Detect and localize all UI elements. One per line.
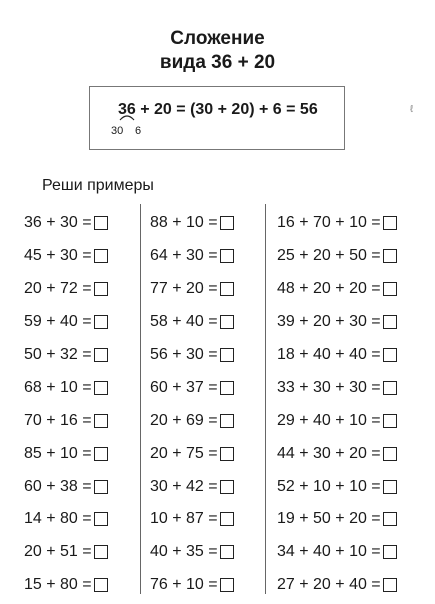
problem-expression: 30 + 42 = xyxy=(150,477,218,495)
problem-expression: 52 + 10 + 10 = xyxy=(277,477,381,495)
answer-box[interactable] xyxy=(220,545,234,559)
answer-box[interactable] xyxy=(383,447,397,461)
problem-expression: 48 + 20 + 20 = xyxy=(277,280,381,298)
answer-box[interactable] xyxy=(383,381,397,395)
problem-expression: 44 + 30 + 20 = xyxy=(277,444,381,462)
problem-row xyxy=(24,470,108,503)
answer-box[interactable] xyxy=(94,578,108,592)
problem-row xyxy=(277,240,397,273)
instruction-text: Реши примеры xyxy=(42,177,154,194)
answer-box[interactable] xyxy=(220,348,234,362)
problem-row xyxy=(24,207,108,240)
problem-row xyxy=(150,536,234,569)
problem-expression: 20 + 51 = xyxy=(24,543,92,561)
problem-row xyxy=(24,536,108,569)
decomposition-arc-icon xyxy=(90,87,346,151)
problem-expression: 34 + 40 + 10 = xyxy=(277,543,381,561)
answer-box[interactable] xyxy=(383,414,397,428)
problem-expression: 58 + 40 = xyxy=(150,313,218,331)
problem-expression: 45 + 30 = xyxy=(24,247,92,265)
worksheet-title: Сложение xyxy=(170,28,265,49)
answer-box[interactable] xyxy=(220,249,234,263)
problem-row xyxy=(24,503,108,536)
answer-box[interactable] xyxy=(383,480,397,494)
problem-column-1 xyxy=(24,207,108,602)
problem-expression: 60 + 38 = xyxy=(24,477,92,495)
answer-box[interactable] xyxy=(220,447,234,461)
problem-row xyxy=(150,404,234,437)
problem-expression: 36 + 30 = xyxy=(24,214,92,232)
problem-expression: 85 + 10 = xyxy=(24,444,92,462)
problem-row xyxy=(277,273,397,306)
answer-box[interactable] xyxy=(383,315,397,329)
answer-box[interactable] xyxy=(94,282,108,296)
problem-row xyxy=(150,569,234,602)
example-split-tens: 30 xyxy=(111,125,124,137)
problem-row xyxy=(277,437,397,470)
answer-box[interactable] xyxy=(383,512,397,526)
example-split-ones: 6 xyxy=(135,125,142,137)
answer-box[interactable] xyxy=(94,249,108,263)
answer-box[interactable] xyxy=(383,578,397,592)
problem-expression: 60 + 37 = xyxy=(150,378,218,396)
problem-expression: 88 + 10 = xyxy=(150,214,218,232)
problem-row xyxy=(150,470,234,503)
answer-box[interactable] xyxy=(94,545,108,559)
problem-expression: 68 + 10 = xyxy=(24,378,92,396)
problem-row xyxy=(150,371,234,404)
problem-row xyxy=(24,240,108,273)
column-divider xyxy=(140,204,141,594)
problem-expression: 20 + 69 = xyxy=(150,411,218,429)
problem-expression: 59 + 40 = xyxy=(24,313,92,331)
answer-box[interactable] xyxy=(383,249,397,263)
problem-row xyxy=(150,306,234,339)
problem-expression: 39 + 20 + 30 = xyxy=(277,313,381,331)
problem-expression: 15 + 80 = xyxy=(24,576,92,594)
problem-expression: 18 + 40 + 40 = xyxy=(277,346,381,363)
problem-expression: 27 + 20 + 40 = xyxy=(277,576,381,594)
answer-box[interactable] xyxy=(383,348,397,362)
problem-expression: 29 + 40 + 10 = xyxy=(277,411,381,429)
problem-expression: 64 + 30 = xyxy=(150,247,218,265)
column-divider xyxy=(265,204,266,594)
problem-row xyxy=(24,371,108,404)
problem-row xyxy=(24,273,108,306)
answer-box[interactable] xyxy=(94,512,108,526)
answer-box[interactable] xyxy=(220,512,234,526)
problem-row xyxy=(24,437,108,470)
answer-box[interactable] xyxy=(383,545,397,559)
worksheet-subtitle: вида 36 + 20 xyxy=(159,52,276,73)
problem-expression: 76 + 10 = xyxy=(150,576,218,594)
problem-expression: 50 + 32 = xyxy=(24,346,92,363)
problem-expression: 33 + 30 + 30 = xyxy=(277,378,381,396)
problem-row xyxy=(277,306,397,339)
answer-box[interactable] xyxy=(220,414,234,428)
problem-row xyxy=(150,273,234,306)
example-equation: 36 + 20 = (30 + 20) + 6 = 56 xyxy=(118,101,318,118)
answer-box[interactable] xyxy=(94,447,108,461)
answer-box[interactable] xyxy=(94,414,108,428)
problem-row xyxy=(277,207,397,240)
problem-expression: 40 + 35 = xyxy=(150,543,218,561)
answer-box[interactable] xyxy=(94,216,108,230)
problem-expression: 14 + 80 = xyxy=(24,510,92,528)
problem-expression: 16 + 70 + 10 = xyxy=(277,214,381,232)
problem-row xyxy=(277,339,397,372)
problem-row xyxy=(24,306,108,339)
problem-row xyxy=(150,207,234,240)
problem-row xyxy=(277,569,397,602)
answer-box[interactable] xyxy=(220,578,234,592)
problem-row xyxy=(24,404,108,437)
answer-box[interactable] xyxy=(383,282,397,296)
problem-expression: 70 + 16 = xyxy=(24,411,92,429)
margin-mark: ℓ xyxy=(410,104,414,115)
answer-box[interactable] xyxy=(220,282,234,296)
problem-expression: 25 + 20 + 50 = xyxy=(277,247,381,265)
problem-row xyxy=(277,503,397,536)
problem-row xyxy=(150,339,234,372)
problem-expression: 20 + 75 = xyxy=(150,444,218,462)
answer-box[interactable] xyxy=(94,381,108,395)
problem-row xyxy=(24,569,108,602)
problem-row xyxy=(150,503,234,536)
problem-column-2 xyxy=(150,207,234,602)
problem-row xyxy=(277,470,397,503)
problem-expression: 56 + 30 = xyxy=(150,346,218,363)
problem-row xyxy=(277,536,397,569)
answer-box[interactable] xyxy=(220,315,234,329)
answer-box[interactable] xyxy=(220,381,234,395)
problem-row xyxy=(277,404,397,437)
problem-row xyxy=(277,371,397,404)
problem-row xyxy=(150,240,234,273)
answer-box[interactable] xyxy=(220,216,234,230)
example-box xyxy=(89,86,345,150)
problem-expression: 20 + 72 = xyxy=(24,280,92,298)
answer-box[interactable] xyxy=(94,348,108,362)
problem-expression: 10 + 87 = xyxy=(150,510,218,528)
answer-box[interactable] xyxy=(220,480,234,494)
problem-expression: 19 + 50 + 20 = xyxy=(277,510,381,528)
problem-row xyxy=(150,437,234,470)
problem-row xyxy=(24,339,108,372)
answer-box[interactable] xyxy=(94,315,108,329)
answer-box[interactable] xyxy=(383,216,397,230)
answer-box[interactable] xyxy=(94,480,108,494)
problem-expression: 77 + 20 = xyxy=(150,280,218,298)
problem-column-3 xyxy=(277,207,397,602)
